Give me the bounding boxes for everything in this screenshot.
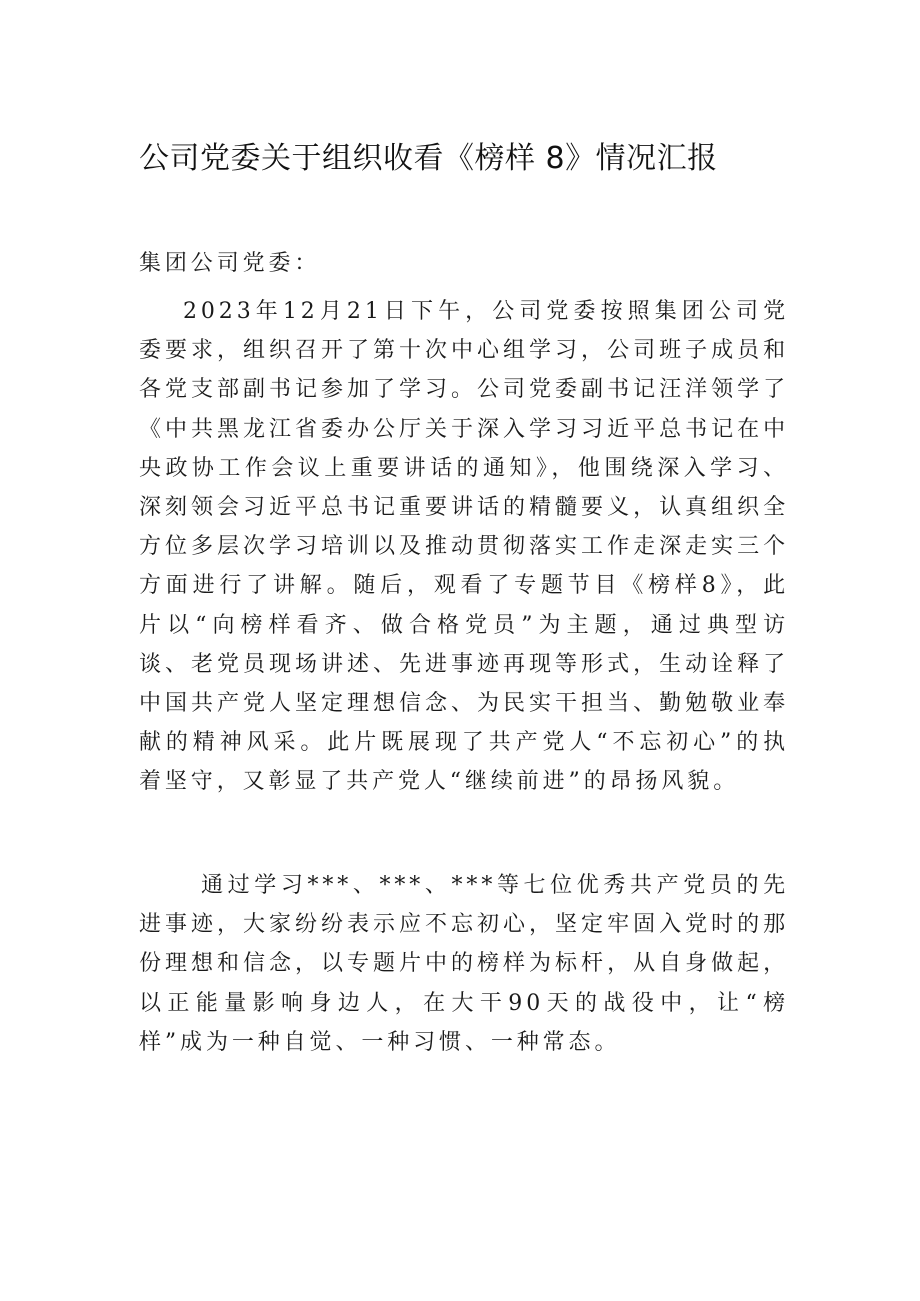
paragraph-2: 通过学习***、***、***等七位优秀共产党员的先进事迹，大家纷纷表示应不忘初心，坚定牢固入党时的那份理想和信念，以专题片中的榜样为标杆，从自身做起，以正能量影响身边人，在大干90天的战役中，让“榜样”成为一种自觉、一种习惯、一种常态。 [139,873,789,1055]
salutation: 集团公司党委： [139,251,321,276]
paragraph-1: 2023年12月21日下午，公司党委按照集团公司党委要求，组织召开了第十次中心组学习，公司班子成员和各党支部副书记参加了学习。公司党委副书记汪洋领学了《中共黑龙江省委办公厅关于深入学习习近平总书记在中央政协工作会议上重要讲话的通知》，他围绕深入学习、深刻领会习近平总书记重要讲话的精髓要义，认真组织全方位多层次学习培训以及推动贯彻落实工作走深走实三个方面进行了讲解。随后，观看了专题节目《榜样8》，此片以“向榜样看齐、做合格党员”为主题，通过典型访谈、老党员现场讲述、先进事迹再现等形式，生动诠释了中国共产党人坚定理想信念、为民实干担当、勤勉敬业奉献的精神风采。此片既展现了共产党人“不忘初心”的执着坚守，又彰显了共产党人“继续前进”的昂扬风貌。 [139,299,789,795]
document-title: 公司党委关于组织收看《榜样 8》情况汇报 [139,141,718,176]
